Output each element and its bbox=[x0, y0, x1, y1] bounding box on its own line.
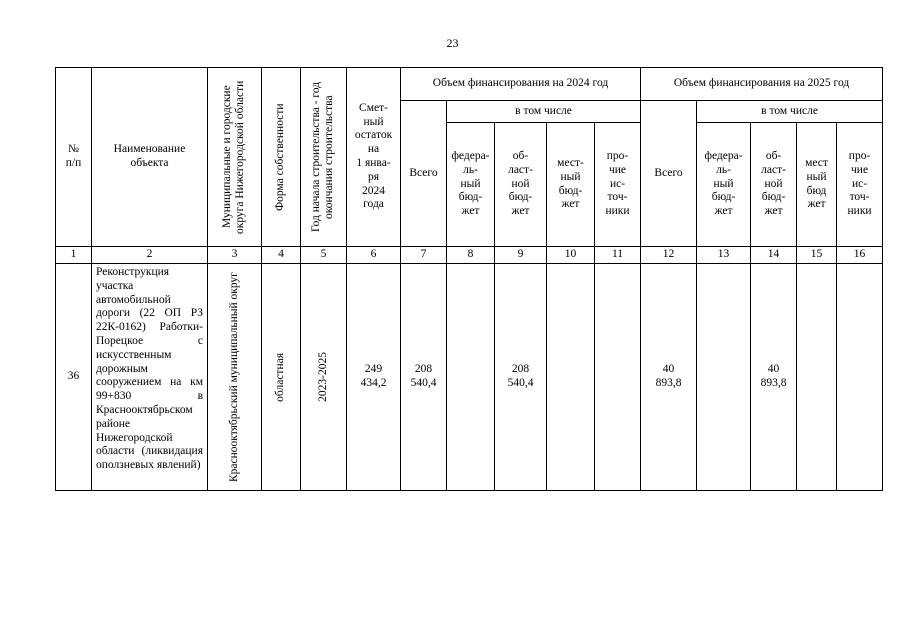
column-number: 10 bbox=[547, 247, 595, 264]
column-number: 3 bbox=[208, 247, 262, 264]
row-years: 2023-2025 bbox=[301, 264, 347, 491]
column-number: 2 bbox=[92, 247, 208, 264]
header-municipality: Муниципальные и городские округа Нижегородской области bbox=[208, 68, 262, 247]
header-total-2025: Всего bbox=[641, 101, 697, 247]
header-ownership: Форма собственности bbox=[262, 68, 301, 247]
row-local-2024 bbox=[547, 264, 595, 491]
row-regional-2024: 208 540,4 bbox=[495, 264, 547, 491]
row-num: 36 bbox=[56, 264, 92, 491]
header-name: Наименование объекта bbox=[92, 68, 208, 247]
row-estimate-remainder: 249 434,2 bbox=[347, 264, 401, 491]
column-number: 1 bbox=[56, 247, 92, 264]
column-number: 14 bbox=[751, 247, 797, 264]
column-number: 7 bbox=[401, 247, 447, 264]
header-regional-2025: об- ласт- ной бюд- жет bbox=[751, 123, 797, 247]
header-local-2024: мест- ный бюд- жет bbox=[547, 123, 595, 247]
header-federal-2024: федера- ль- ный бюд- жет bbox=[447, 123, 495, 247]
row-federal-2024 bbox=[447, 264, 495, 491]
table-row bbox=[56, 264, 883, 491]
column-number: 8 bbox=[447, 247, 495, 264]
row-total-2025: 40 893,8 bbox=[641, 264, 697, 491]
header-federal-2025: федера- ль- ный бюд- жет bbox=[697, 123, 751, 247]
row-local-2025 bbox=[797, 264, 837, 491]
column-number: 11 bbox=[595, 247, 641, 264]
row-object-name: Реконструкция участка автомобильной дороги (22 ОП РЗ 22К-0162) Работки-Порецкое с искусственным дорожным сооружением на км 99+830 в Краснооктябрьском районе Нижегородской области (ликвидация оползневых явлений) bbox=[92, 264, 208, 491]
page-number: 23 bbox=[446, 36, 459, 50]
header-estimate-remainder: Смет- ный остаток на 1 янва- ря 2024 года bbox=[347, 68, 401, 247]
column-number-row bbox=[56, 247, 883, 264]
row-federal-2025 bbox=[697, 264, 751, 491]
header-including-2024: в том числе bbox=[447, 101, 641, 123]
column-number: 4 bbox=[262, 247, 301, 264]
header-financing-2025: Объем финансирования на 2025 год bbox=[641, 68, 883, 101]
column-number: 16 bbox=[837, 247, 883, 264]
header-years: Год начала строительства - год окончания строительства bbox=[301, 68, 347, 247]
header-including-2025: в том числе bbox=[697, 101, 883, 123]
column-number: 15 bbox=[797, 247, 837, 264]
header-regional-2024: об- ласт- ной бюд- жет bbox=[495, 123, 547, 247]
row-other-2024 bbox=[595, 264, 641, 491]
header-num: № п/п bbox=[56, 68, 92, 247]
financing-table bbox=[55, 67, 883, 491]
header-local-2025: мест ный бюд жет bbox=[797, 123, 837, 247]
column-number: 9 bbox=[495, 247, 547, 264]
header-financing-2024: Объем финансирования на 2024 год bbox=[401, 68, 641, 101]
column-number: 5 bbox=[301, 247, 347, 264]
header-other-2025: про- чие ис- точ- ники bbox=[837, 123, 883, 247]
column-number: 13 bbox=[697, 247, 751, 264]
row-other-2025 bbox=[837, 264, 883, 491]
row-regional-2025: 40 893,8 bbox=[751, 264, 797, 491]
column-number: 6 bbox=[347, 247, 401, 264]
row-total-2024: 208 540,4 bbox=[401, 264, 447, 491]
header-total-2024: Всего bbox=[401, 101, 447, 247]
row-ownership: областная bbox=[262, 264, 301, 491]
row-municipality: Краснооктябрьский муниципальный округ bbox=[208, 264, 262, 491]
header-other-2024: про- чие ис- точ- ники bbox=[595, 123, 641, 247]
column-number: 12 bbox=[641, 247, 697, 264]
